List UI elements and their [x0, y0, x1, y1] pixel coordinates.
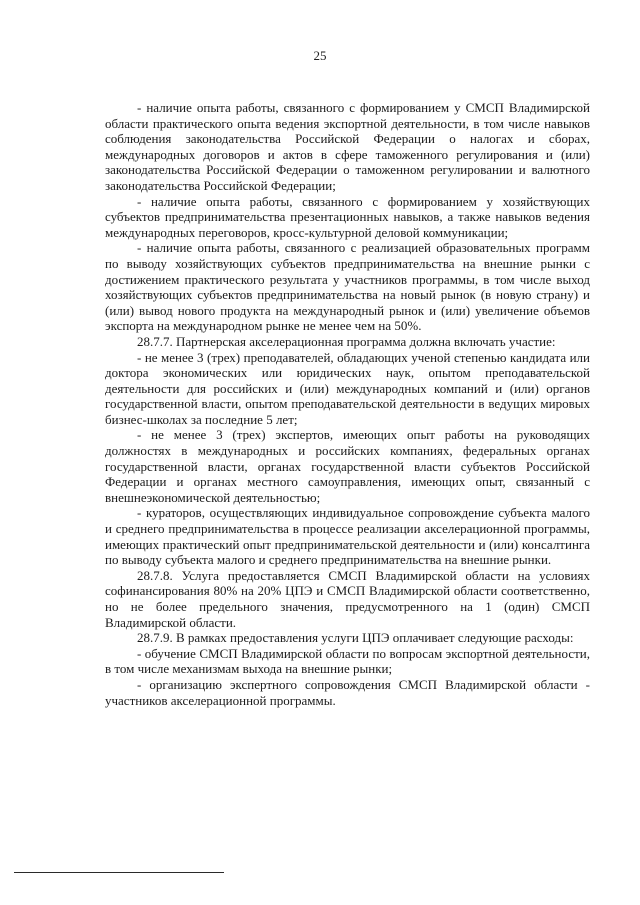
paragraph-section-28-7-7: 28.7.7. Партнерская акселерационная программа должна включать участие: — [137, 333, 556, 349]
paragraph-teachers: - не менее 3 (трех) преподавателей, обладающих ученой степенью кандидата или доктора экономических или юридических наук, опытом преподавательской деятельности для российских и (или) международных компаний и (или) органов государственной власти, опытом преподавательской деятельности в ведущих мировых бизнес-школах за последние 5 лет; — [105, 349, 590, 427]
paragraph-experts: - не менее 3 (трех) экспертов, имеющих опыт работы на руководящих должностях в международных и российских компаниях, федеральных органах государственной власти, органах государственной власти субъектов Российской Федерации и органах местного самоуправления, имеющих опыт, связанный с внешнеэкономической деятельностью; — [105, 427, 590, 505]
paragraph-export-experience: - наличие опыта работы, связанного с формированием у СМСП Владимирской области практического опыта ведения экспортной деятельности, в том числе навыков соблюдения законодательства Российской Федерации о налогах и сборах, международных договоров и актов в сфере таможенного регулирования и (или) законодательства Российской Федерации о таможенном регулировании и валютного законодательства Российской Федерации; — [105, 100, 590, 193]
paragraph-section-28-7-8: 28.7.8. Услуга предоставляется СМСП Владимирской области на условиях софинансирования 80% на 20% ЦПЭ и СМСП Владимирской области соответственно, но не более предельного значения, предусмотренного на 1 (один) СМСП Владимирской области. — [105, 567, 590, 630]
paragraph-expert-support: - организацию экспертного сопровождения СМСП Владимирской области - участников акселерационной программы. — [105, 676, 590, 708]
page-number: 25 — [313, 48, 327, 63]
footnote-divider — [14, 872, 224, 873]
paragraph-presentation-skills: - наличие опыта работы, связанного с формированием у хозяйствующих субъектов предпринимательства презентационных навыков, а также навыков ведения международных переговоров, кросс-культурной деловой коммуникации; — [105, 193, 590, 240]
paragraph-education-programs: - наличие опыта работы, связанного с реализацией образовательных программ по выводу хозяйствующих субъектов предпринимательства на внешние рынки с достижением практического результата у участников программы, в том числе выход хозяйствующих субъектов предпринимательства на новый рынок (в новую страну) и (или) вывод нового продукта на международный рынок и (или) увеличение объемов экспорта на международном рынке не менее чем на 50%. — [105, 240, 590, 334]
paragraph-curators: - кураторов, осуществляющих индивидуальное сопровождение субъекта малого и среднего предпринимательства в процессе реализации акселерационной программы, имеющих практический опыт предпринимательской деятельности и (или) консалтинга по выводу субъекта малого и среднего предпринимательства на внешние рынки. — [105, 505, 590, 568]
paragraph-training: - обучение СМСП Владимирской области по вопросам экспортной деятельности, в том числе механизмам выхода на внешние рынки; — [105, 645, 590, 677]
paragraph-section-28-7-9: 28.7.9. В рамках предоставления услуги ЦПЭ оплачивает следующие расходы: — [137, 630, 574, 646]
document-body — [105, 100, 590, 708]
